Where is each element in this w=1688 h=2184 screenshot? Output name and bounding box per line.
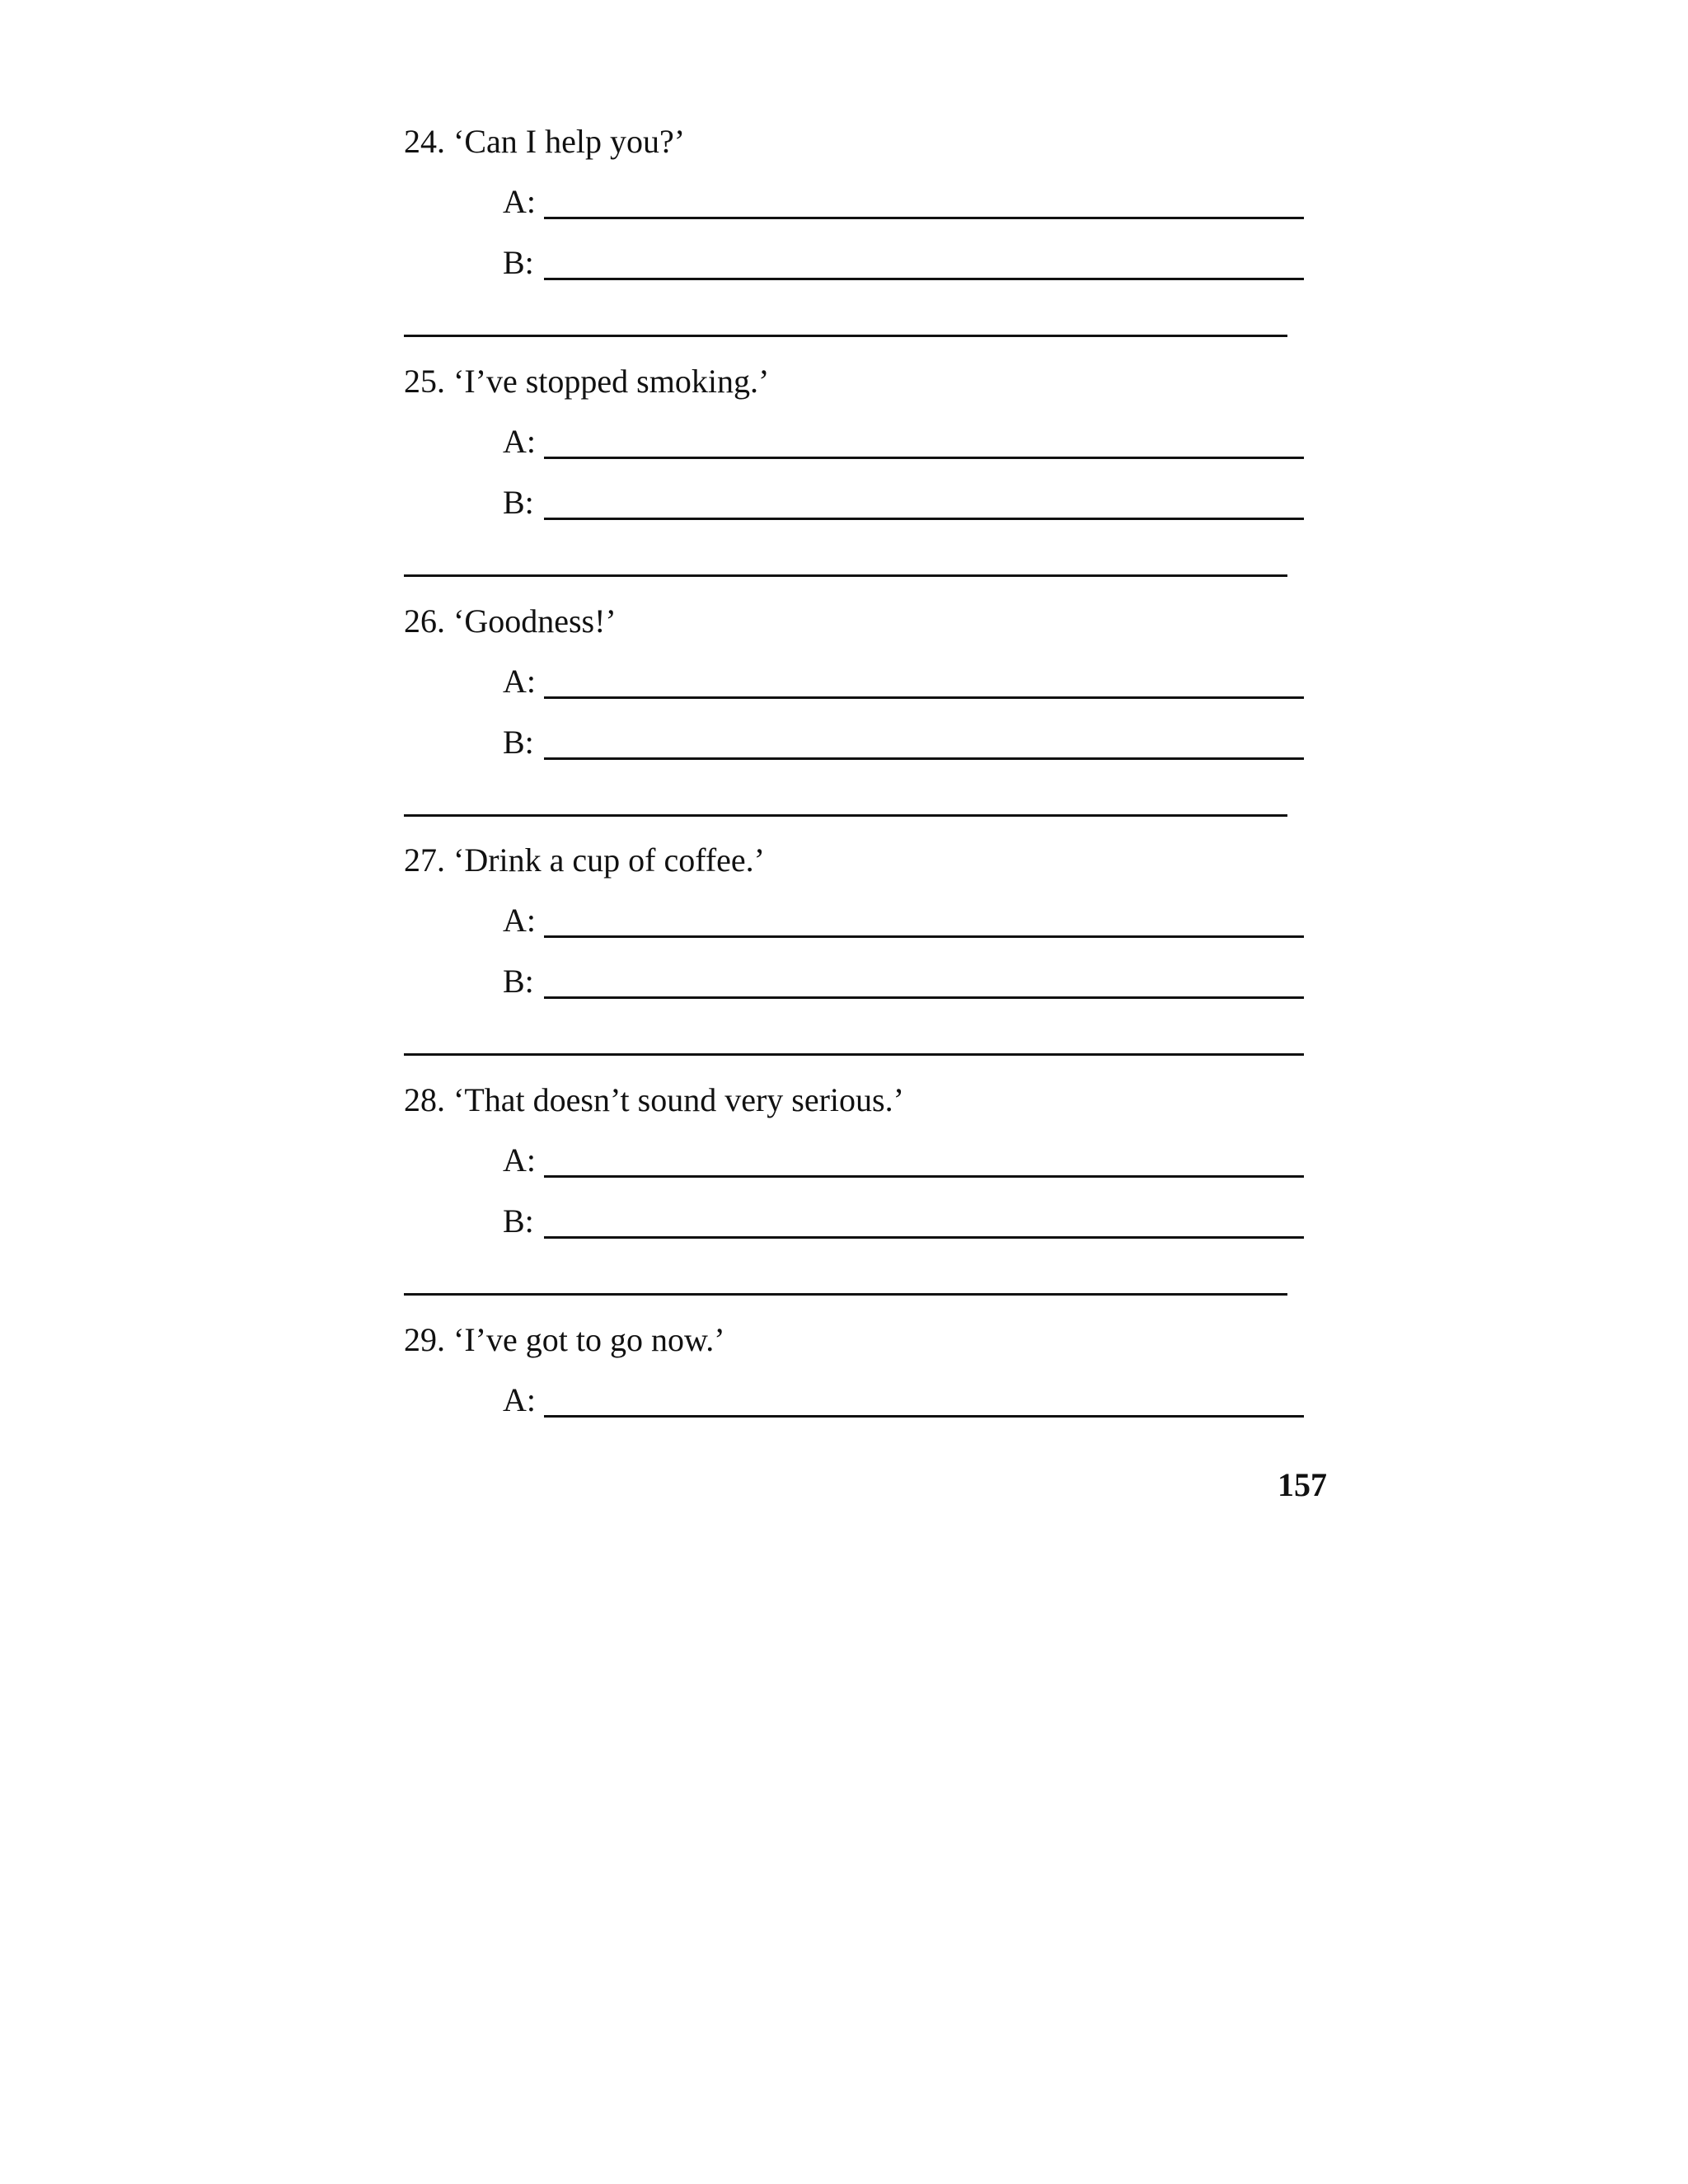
question-text: ‘I’ve got to go now.’ [453,1321,725,1358]
question-number: 27. [404,841,445,879]
question-text: ‘Goodness!’ [453,602,617,640]
answer-b-label: B: [503,963,534,1000]
answer-b-label: B: [503,1202,534,1240]
section-divider [404,574,1287,577]
answer-a-label: A: [503,183,536,220]
answer-a-label: A: [503,902,536,939]
answer-b-label: B: [503,244,534,281]
question-number: 28. [404,1081,445,1118]
section-divider [404,1053,1304,1056]
answer-a-line[interactable] [544,1415,1304,1418]
question-text: ‘Drink a cup of coffee.’ [453,841,765,879]
question-prompt [404,362,769,401]
answer-b-line[interactable] [544,278,1304,280]
question-text: ‘Can I help you?’ [453,123,686,160]
answer-a-label: A: [503,1141,536,1179]
question-text: ‘I’ve stopped smoking.’ [453,363,770,400]
answer-b-line[interactable] [544,996,1304,999]
answer-b-line[interactable] [544,1236,1304,1239]
answer-b-label: B: [503,484,534,521]
answer-b-label: B: [503,724,534,761]
question-prompt [404,841,765,880]
answer-a-line[interactable] [544,696,1304,699]
answer-a-label: A: [503,423,536,460]
section-divider [404,1293,1287,1296]
answer-a-line[interactable] [544,217,1304,219]
answer-b-line[interactable] [544,757,1304,760]
answer-a-line[interactable] [544,457,1304,459]
section-divider [404,814,1287,817]
question-text: ‘That doesn’t sound very serious.’ [453,1081,904,1118]
question-prompt [404,1320,725,1360]
answer-a-label: A: [503,663,536,700]
question-prompt [404,122,685,162]
section-divider [404,335,1287,337]
page-number: 157 [1278,1466,1327,1503]
answer-b-line[interactable] [544,518,1304,520]
answer-a-line[interactable] [544,935,1304,938]
answer-a-label: A: [503,1381,536,1418]
question-prompt [404,1080,904,1120]
question-number: 25. [404,363,445,400]
question-number: 29. [404,1321,445,1358]
question-prompt [404,602,617,641]
question-number: 24. [404,123,445,160]
question-number: 26. [404,602,445,640]
answer-a-line[interactable] [544,1175,1304,1178]
